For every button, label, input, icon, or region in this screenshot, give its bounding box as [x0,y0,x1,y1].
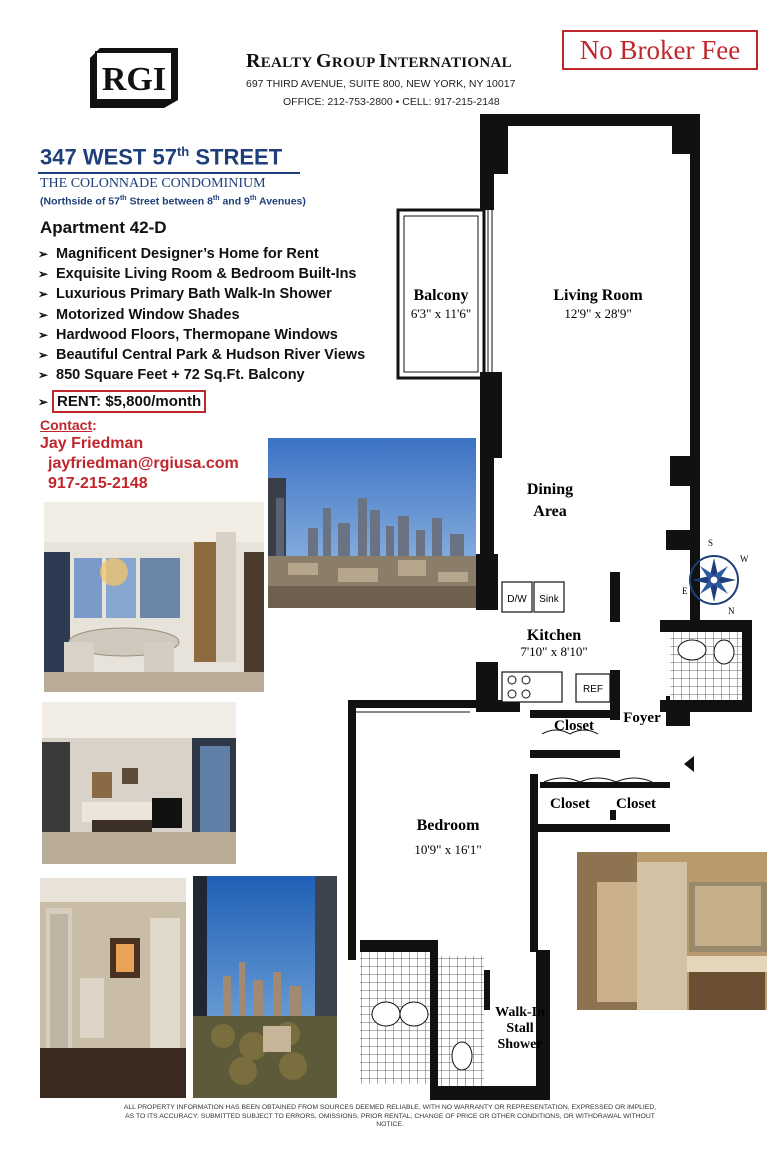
compass-n: N [728,606,735,616]
company-address: 697 THIRD AVENUE, SUITE 800, NEW YORK, NY 10017 [246,78,516,90]
dishwasher-label: D/W [507,594,527,605]
bullet-arrow-icon: ➢ [38,348,49,363]
feature-item: ➢ 850 Square Feet + 72 Sq.Ft. Balcony [38,365,365,385]
feature-item: ➢ Magnificent Designer’s Home for Rent [38,244,365,264]
compass-s: S [708,538,714,548]
condo-name: THE COLONNADE CONDOMINIUM [40,176,266,191]
feature-item: ➢ Luxurious Primary Bath Walk-In Shower [38,284,365,304]
feature-item: ➢ Motorized Window Shades [38,305,365,325]
feature-item: ➢ Exquisite Living Room & Bedroom Built-Ins [38,264,365,284]
central-park-view-photo [193,876,337,1098]
bullet-arrow-icon: ➢ [38,307,49,322]
street-address: 347 WEST 57th STREET [40,144,283,170]
rgi-logo [86,44,178,110]
feature-list [38,244,365,385]
contact-phone[interactable]: 917-215-2148 [48,475,148,492]
bedroom-label: Bedroom [416,817,480,834]
legal-disclaimer: ALL PROPERTY INFORMATION HAS BEEN OBTAINED FROM SOURCES DEEMED RELIABLE, WITH NO WARRANTY OR REPRESENTATION, EXPRESSED OR IMPLIED, AS TO ITS ACCURACY; SUBMITTED SUBJECT TO ERRORS, OMISSIONS, PRIOR RENTAL, CHANGE OF PRICE OR OTHER CONDITIONS, OR WITHDRAWAL WITHOUT NOTICE. [123,1104,657,1128]
bullet-arrow-icon: ➢ [38,287,49,302]
refrigerator-label: REF [583,684,603,695]
dining-label-2: Area [533,503,567,520]
bedroom-dims: 10'9" x 16'1" [414,842,482,857]
rent-price: RENT: $5,800/month [52,390,206,413]
living-room-photo [42,702,236,864]
logo-text: RGI [101,61,167,98]
foyer-label: Foyer [623,710,661,726]
entry-arrow-icon [684,756,694,772]
contact-name: Jay Friedman [40,435,144,452]
kitchen-label: Kitchen [526,627,582,644]
closet-label: Closet [554,718,594,734]
contact-label: Contact: [40,417,97,433]
living-room-label: Living Room [553,287,643,304]
compass-e: E [682,586,688,596]
closet-label: Closet [550,796,590,812]
contact-email[interactable]: jayfriedman@rgiusa.com [48,455,239,472]
feature-item: ➢ Beautiful Central Park & Hudson River Views [38,345,365,365]
kitchen-photo [40,878,186,1098]
bullet-arrow-icon: ➢ [38,267,49,282]
balcony-label: Balcony [413,287,469,304]
floor-plan [330,110,760,1100]
rent-row [38,390,206,413]
no-broker-fee-badge: No Broker Fee [562,30,758,70]
compass-w: W [740,554,749,564]
balcony-dims: 6'3" x 11'6" [410,306,472,321]
bullet-arrow-icon: ➢ [38,327,49,342]
dining-room-photo [44,502,264,692]
feature-item: ➢ Hardwood Floors, Thermopane Windows [38,325,365,345]
apartment-number: Apartment 42-D [40,218,167,237]
company-phones: OFFICE: 212-753-2800 • CELL: 917-215-2148 [283,96,500,108]
closet-label: Closet [616,796,656,812]
living-room-dims: 12'9" x 28'9" [564,306,632,321]
location-note: (Northside of 57th Street between 8th and 9th Avenues) [40,195,306,208]
compass-rose-icon [690,556,738,604]
company-name: REALTY GROUP INTERNATIONAL [246,50,512,72]
shower-label-3: Shower [497,1037,543,1052]
dining-label-1: Dining [526,481,574,498]
bullet-arrow-icon: ➢ [38,395,49,409]
shower-label-2: Stall [506,1021,534,1036]
bullet-arrow-icon: ➢ [38,368,49,383]
street-underline [38,172,300,174]
bullet-arrow-icon: ➢ [38,247,49,261]
shower-label-1: Walk-In [495,1005,545,1020]
kitchen-dims: 7'10" x 8'10" [520,644,588,659]
sink-label: Sink [539,594,559,605]
